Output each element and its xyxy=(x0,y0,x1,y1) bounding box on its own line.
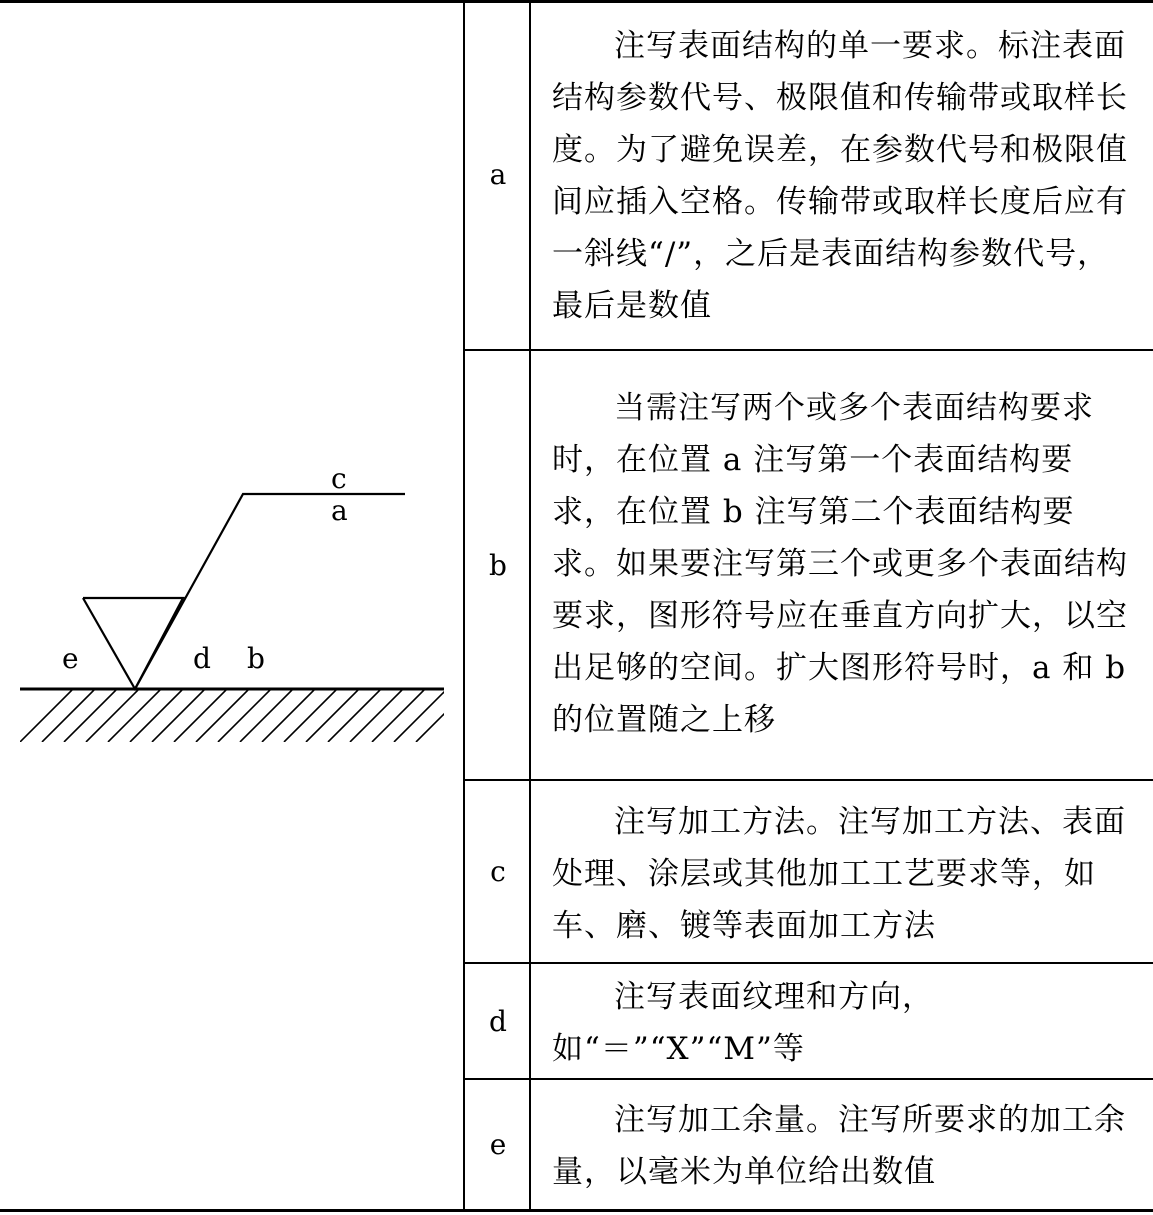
row-key-c: c xyxy=(490,855,506,888)
symbol-triangle xyxy=(83,598,183,689)
row-separator xyxy=(464,962,1153,964)
label-a: a xyxy=(331,494,348,527)
row-description-d: 注写表面纹理和方向，如“＝”“X”“M”等 xyxy=(552,979,934,1067)
row-separator xyxy=(464,349,1153,351)
row-description-b: 当需注写两个或多个表面结构要求时，在位置 a 注写第一个表面结构要求，在位置 b 注写第二个表面结构要求。如果要注写第三个或更多个表面结构要求，图形符号应在垂直方向扩大，以空出足够的空间。扩大图形符号时，a 和 b 的位置随之上移 xyxy=(552,390,1128,738)
label-d: d xyxy=(193,642,211,675)
row-description-c: 注写加工方法。注写加工方法、表面处理、涂层或其他加工工艺要求等，如车、磨、镀等表面加工方法 xyxy=(552,804,1126,944)
label-e: e xyxy=(62,642,79,675)
row-key-a: a xyxy=(489,158,507,191)
label-b: b xyxy=(247,642,265,675)
symbol-long-leg xyxy=(135,494,405,689)
label-c: c xyxy=(331,462,347,495)
row-key-b: b xyxy=(489,548,507,582)
surface-texture-symbol-diagram xyxy=(0,0,464,1212)
row-description-a: 注写表面结构的单一要求。标注表面结构参数代号、极限值和传输带或取样长度。为了避免误差，在参数代号和极限值间应插入空格。传输带或取样长度后应有一斜线“/”，之后是表面结构参数代号，最后是数值 xyxy=(552,28,1128,324)
row-separator xyxy=(464,1078,1153,1080)
hatch-pattern xyxy=(20,690,464,742)
row-key-e: e xyxy=(489,1128,507,1161)
row-description-e: 注写加工余量。注写所要求的加工余量，以毫米为单位给出数值 xyxy=(552,1102,1126,1190)
row-key-d: d xyxy=(489,1004,507,1038)
row-separator xyxy=(464,779,1153,781)
